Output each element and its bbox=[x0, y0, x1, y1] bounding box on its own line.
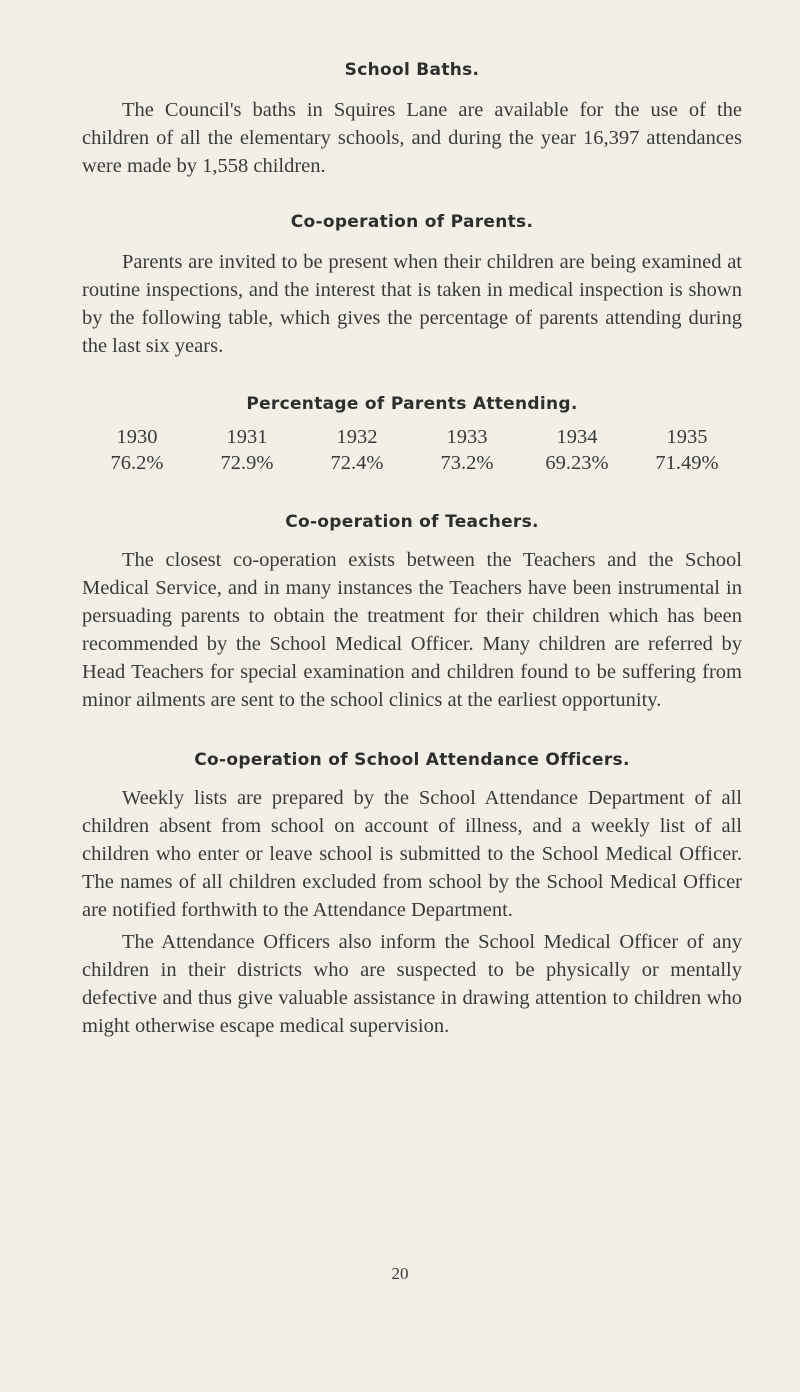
attendance-officers-paragraph-1: Weekly lists are prepared by the School Attendance Department of all children absent from school on account of illness, and a weekly list of all children who enter or leave school is submitted to the School Medical Officer. The names of all children excluded from school by the School Medical Officer are notified forthwith to the Attendance Department. bbox=[82, 787, 742, 921]
table-percentage: 76.2% bbox=[110, 452, 164, 474]
table-column bbox=[82, 424, 192, 476]
table-percentage: 72.9% bbox=[220, 452, 274, 474]
school-baths-paragraph: The Council's baths in Squires Lane are available for the use of the children of all the elementary schools, and during the year 16,397 attendances were made by 1,558 children. bbox=[82, 99, 742, 177]
parents-heading: Co-operation of Parents. bbox=[290, 212, 534, 232]
school-baths-heading: School Baths. bbox=[344, 60, 480, 80]
document-page bbox=[82, 60, 742, 1040]
table-column bbox=[522, 424, 632, 476]
table-year: 1933 bbox=[446, 426, 488, 448]
attendance-table-title: Percentage of Parents Attending. bbox=[246, 394, 578, 414]
table-column bbox=[412, 424, 522, 476]
table-column bbox=[632, 424, 742, 476]
table-percentage: 73.2% bbox=[440, 452, 494, 474]
table-percentage: 72.4% bbox=[330, 452, 384, 474]
table-year: 1930 bbox=[116, 426, 158, 448]
table-year: 1934 bbox=[556, 426, 598, 448]
page-number: 20 bbox=[391, 1264, 409, 1283]
attendance-officers-heading: Co-operation of School Attendance Officers. bbox=[194, 750, 630, 770]
table-column bbox=[302, 424, 412, 476]
parents-paragraph: Parents are invited to be present when their children are being examined at routine inspections, and the interest that is taken in medical inspection is shown by the following table, which gives the percentage of parents attending during the last six years. bbox=[82, 251, 742, 357]
teachers-heading: Co-operation of Teachers. bbox=[285, 512, 539, 532]
table-percentage: 69.23% bbox=[545, 452, 609, 474]
table-column bbox=[192, 424, 302, 476]
attendance-officers-paragraph-2: The Attendance Officers also inform the School Medical Officer of any children in their districts who are suspected to be physically or mentally defective and thus give valuable assistance in drawing attention to children who might otherwise escape medical supervision. bbox=[82, 931, 742, 1037]
teachers-paragraph: The closest co-operation exists between the Teachers and the School Medical Service, and in many instances the Teachers have been instrumental in persuading parents to obtain the treatment for their children which has been recommended by the School Medical Officer. Many children are referred by Head Teachers for special examination and children found to be suffering from minor ailments are sent to the school clinics at the earliest opportunity. bbox=[82, 549, 742, 711]
table-year: 1935 bbox=[666, 426, 708, 448]
attendance-table bbox=[82, 424, 742, 476]
table-percentage: 71.49% bbox=[655, 452, 719, 474]
table-year: 1931 bbox=[226, 426, 268, 448]
table-year: 1932 bbox=[336, 426, 378, 448]
